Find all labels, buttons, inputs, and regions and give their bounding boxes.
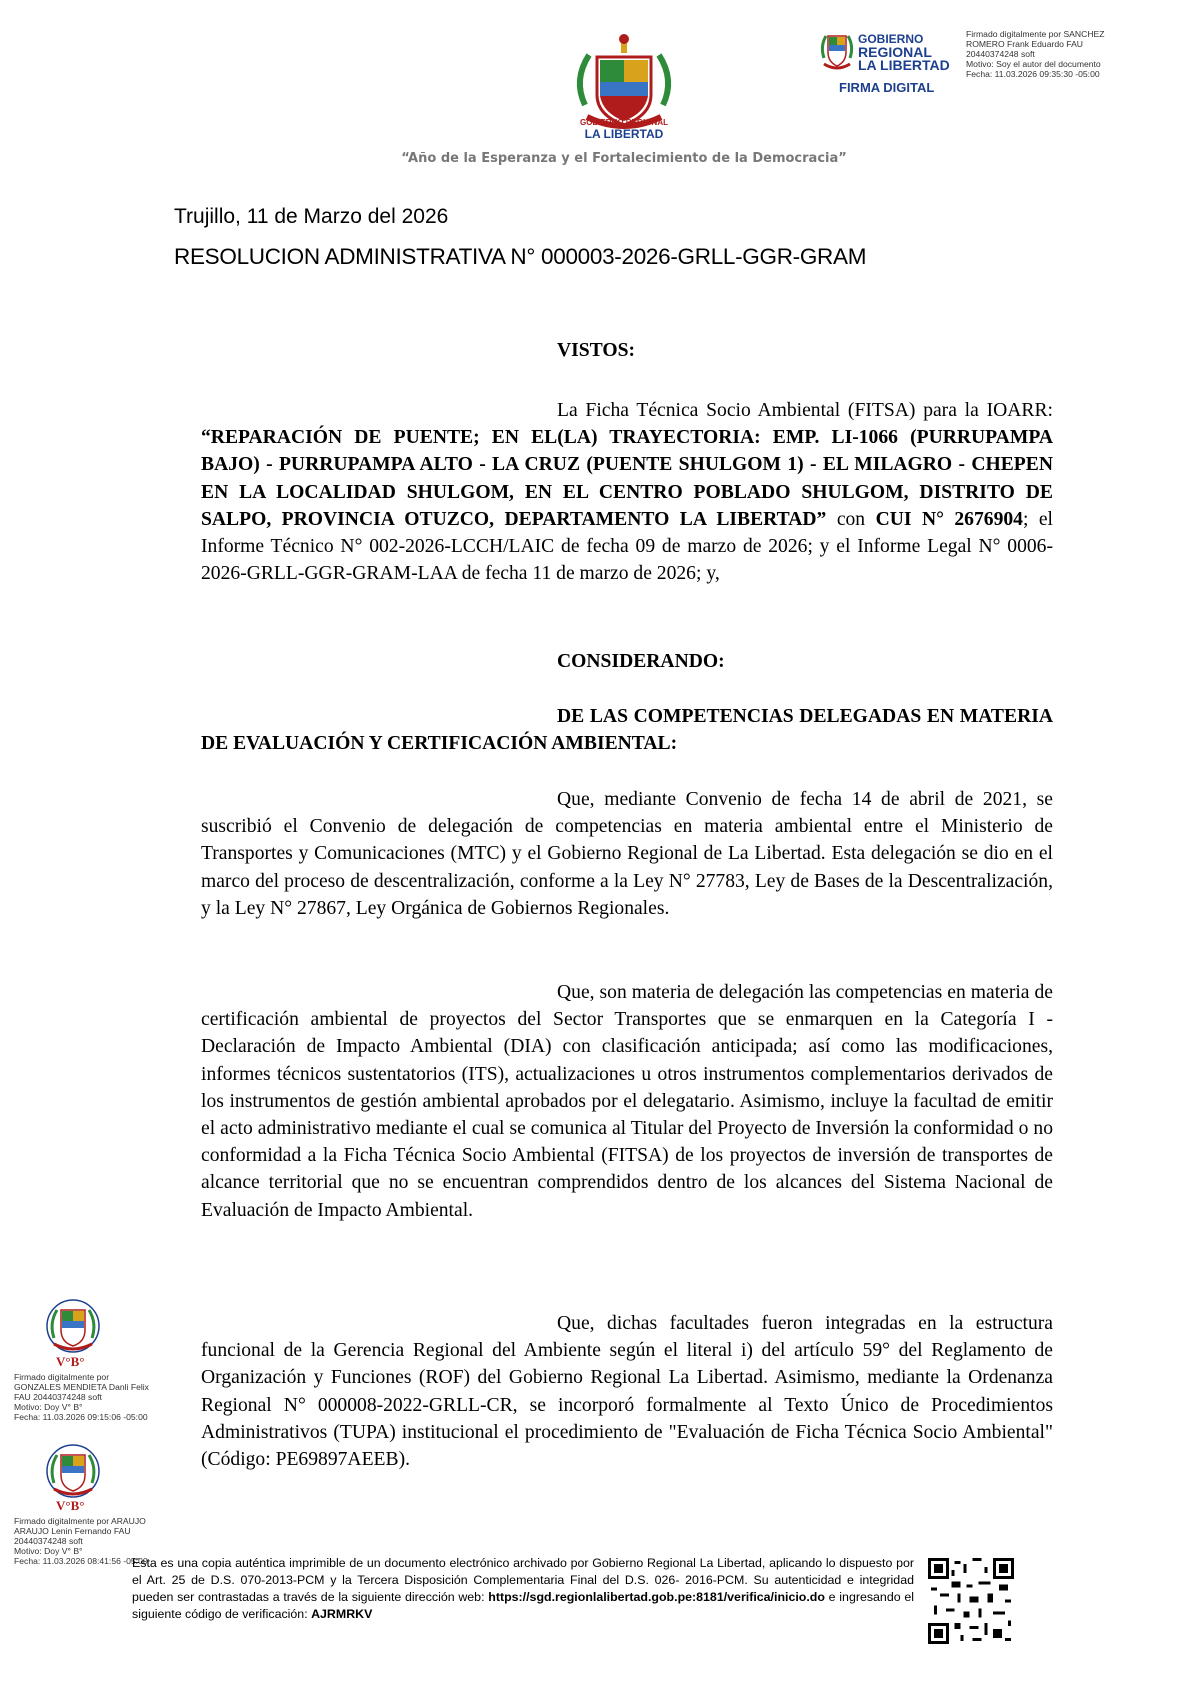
crest-label-line2: LA LIBERTAD xyxy=(584,127,664,141)
signature-org-line2: REGIONAL xyxy=(858,44,932,60)
signature-top-right-text: Firmado digitalmente por SANCHEZ ROMERO Frank Eduardo FAU 20440374248 soft Motivo: Soy el autor del documento Fecha: 11.03.2026 09:35:30 -05:00 xyxy=(966,29,1105,79)
signature-org-name xyxy=(858,33,950,72)
paragraph-2 xyxy=(201,979,1053,1224)
considerando-heading: CONSIDERANDO: xyxy=(557,651,725,672)
vistos-project-name: “REPARACIÓN DE PUENTE; EN EL(LA) TRAYECTORIA: EMP. LI-1066 (PURRUPAMPA BAJO) - PURRUPAMPA ALTO - LA CRUZ (PUENTE SHULGOM 1) - EL MILAGRO - CHEPEN EN LA LOCALIDAD SHULGOM, EN EL CENTRO POBLADO SHULGOM, DISTRITO DE SALPO, PROVINCIA OTUZCO, DEPARTAMENTO LA LIBERTAD” xyxy=(201,427,1053,530)
vobo-label-2: V°B° xyxy=(56,1498,85,1513)
verification-url[interactable]: https://sgd.regionlalibertad.gob.pe:8181/verifica/inicio.do xyxy=(488,1590,825,1604)
resolution-title: RESOLUCION ADMINISTRATIVA N° 000003-2026-GRLL-GGR-GRAM xyxy=(174,244,867,269)
competencias-heading-text: DE LAS COMPETENCIAS DELEGADAS EN MATERIA DE EVALUACIÓN Y CERTIFICACIÓN AMBIENTAL: xyxy=(201,706,1053,755)
verification-code: AJRMRKV xyxy=(311,1607,373,1621)
vobo-label-1: V°B° xyxy=(56,1354,85,1369)
paragraph-1-text: Que, mediante Convenio de fecha 14 de abril de 2021, se suscribió el Convenio de delegación de competencias en materia ambiental entre el Ministerio de Transportes y Comunicaciones (MTC) y el Gobierno Regional de La Libertad. Esta delegación se dio en el marco del proceso de descentralización, conforme a la Ley N° 27783, Ley de Bases de la Descentralización, y la Ley N° 27867, Ley Orgánica de Gobiernos Regionales. xyxy=(201,789,1053,919)
competencias-heading xyxy=(201,703,1053,757)
crest-label-line1: GOBIERNO REGIONAL xyxy=(579,118,668,127)
paragraph-3-text: Que, dichas facultades fueron integradas en la estructura funcional de la Gerencia Regional del Ambiente según el literal i) del artículo 59° del Reglamento de Organización y Funciones (ROF) del Gobierno Regional La Libertad. Asimismo, mediante la Ordenanza Regional N° 000008-2022-GRLL-CR, se incorporó formalmente al Texto Único de Procedimientos Administrativos (TUPA) institucional el procedimiento de "Evaluación de Ficha Técnica Socio Ambiental" (Código: PE69897AEEB). xyxy=(201,1313,1053,1471)
signature-crest-icon xyxy=(818,28,856,72)
signature-org-line3: LA LIBERTAD xyxy=(858,57,950,73)
verification-footer xyxy=(132,1555,914,1623)
vistos-text-mid: con xyxy=(826,508,876,530)
qr-code-icon[interactable] xyxy=(928,1558,1014,1644)
firma-digital-label: FIRMA DIGITAL xyxy=(839,80,935,95)
paragraph-1 xyxy=(201,786,1053,922)
signature-left-1-text: Firmado digitalmente por GONZALES MENDIETA Danli Felix FAU 20440374248 soft Motivo: Doy V° B° Fecha: 11.03.2026 09:15:06 -05:00 xyxy=(14,1372,149,1422)
footer-text-pre: Esta es una copia auténtica imprimible de un documento electrónico archivado por Gobierno Regional La Libertad, aplicando lo dispuesto por el Art. 25 de D.S. 070-2013-PCM y la Tercera Disposición Complementaria Final del D.S. 026- 2016-PCM. Su autenticidad e integridad pueden ser contrastadas a través de la siguiente dirección web: xyxy=(132,1556,914,1604)
signature-org-line1: GOBIERNO xyxy=(858,32,924,46)
paragraph-2-text: Que, son materia de delegación las competencias en materia de certificación ambiental de proyectos del Sector Transportes que se enmarquen en la Categoría I - Declaración de Impacto Ambiental (DIA) con clasificación anticipada; así como las modificaciones, informes técnicos sustentatorios (ITS), actualizaciones u otros instrumentos complementarios derivados de los instrumentos de gestión ambiental aprobados por el delegatario. Asimismo, incluye la facultad de emitir el acto administrativo mediante el cual se comunica al Titular del Proyecto de Inversión la conformidad o no conformidad a la Ficha Técnica Socio Ambiental (FITSA) de los proyectos de inversión de transportes de alcance territorial que no se encuentran comprendidos dentro de los alcances del Sistema Nacional de Evaluación de Impacto Ambiental. xyxy=(201,982,1053,1221)
footer-text-mid: e ingresando el siguiente código de verificación: xyxy=(132,1590,914,1621)
vistos-text-pre: La Ficha Técnica Socio Ambiental (FITSA) para la IOARR: xyxy=(557,400,1053,421)
vistos-cui: CUI N° 2676904 xyxy=(875,508,1023,530)
signature-left-2-text: Firmado digitalmente por ARAUJO ARAUJO Lenin Fernando FAU 20440374248 soft Motivo: Doy V° B° Fecha: 11.03.2026 08:41:56 -05:00 xyxy=(14,1516,148,1566)
year-motto: “Año de la Esperanza y el Fortalecimiento de la Democracia” xyxy=(401,151,847,166)
vistos-paragraph xyxy=(201,397,1053,587)
vistos-heading: VISTOS: xyxy=(557,340,636,361)
place-date: Trujillo, 11 de Marzo del 2026 xyxy=(174,205,449,228)
vistos-text-post: ; el Informe Técnico N° 002-2026-LCCH/LAIC de fecha 09 de marzo de 2026; y el Informe Legal N° 0006-2026-GRLL-GGR-GRAM-LAA de fecha 11 de marzo de 2026; y, xyxy=(201,508,1054,585)
paragraph-3 xyxy=(201,1310,1053,1473)
